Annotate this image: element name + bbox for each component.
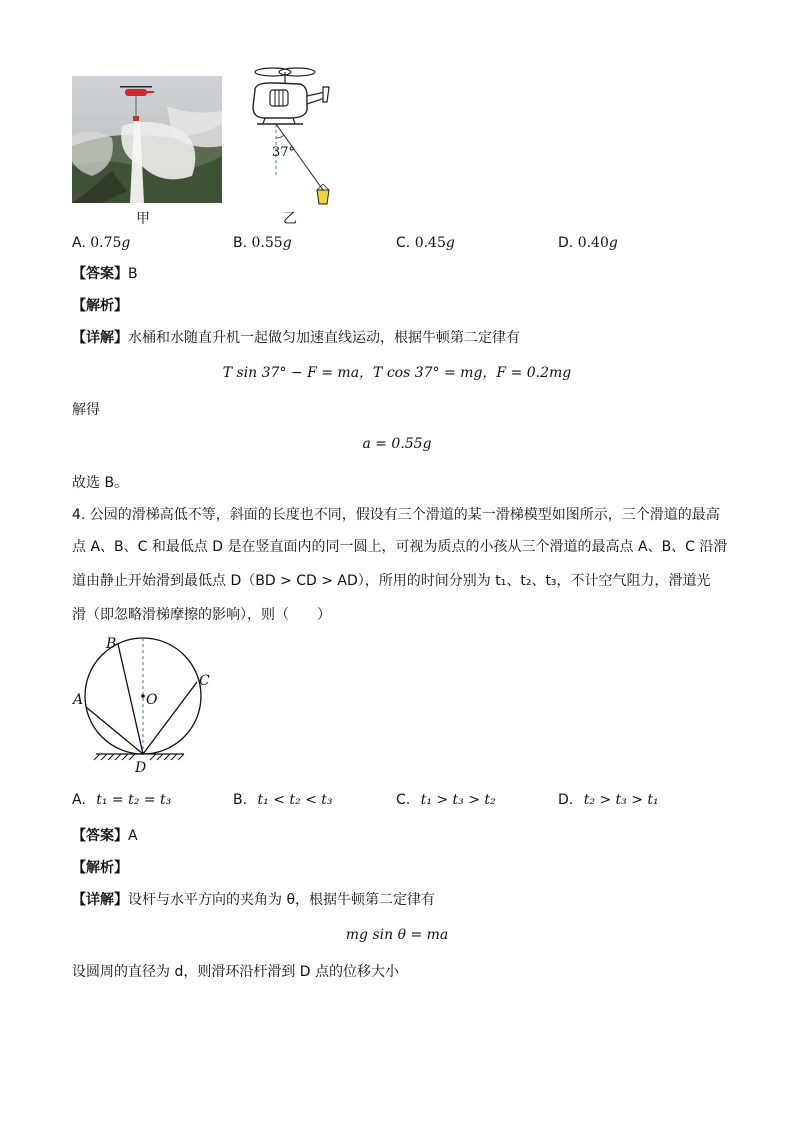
q3-detail: 【详解】水桶和水随直升机一起做匀加速直线运动，根据牛顿第二定律有: [72, 330, 520, 346]
angle-label: 37°: [272, 145, 296, 160]
helicopter-photo: [72, 76, 222, 203]
q4-detail: 【详解】设杆与水平方向的夹角为 θ，根据牛顿第二定律有: [72, 892, 436, 908]
q4-analysis-tag: 【解析】: [72, 860, 128, 876]
diagram-label-d: D: [135, 760, 147, 776]
q4-text-line-3: 道由静止开始滑到最低点 D（BD > CD > AD），所用的时间分别为 t₁、t₂、t₃，不计空气阻力，滑道光: [72, 573, 711, 589]
q3-option-c[interactable]: C. 0.45g: [396, 235, 455, 251]
q4-text-line-1: 4. 公园的滑梯高低不等，斜面的长度也不同，假设有三个滑道的某一滑梯模型如图所示，三个滑道的最高: [72, 507, 720, 523]
q4-equation-1: mg sin θ = ma: [345, 927, 449, 943]
q4-last-line: 设圆周的直径为 d，则滑环沿杆滑到 D 点的位移大小: [72, 964, 400, 980]
helicopter-diagram: [245, 62, 340, 222]
q4-text-line-2: 点 A、B、C 和最低点 D 是在竖直面内的同一圆上，可视为质点的小孩从三个滑道的最高点 A、B、C 沿滑: [72, 539, 728, 555]
q3-option-b[interactable]: B. 0.55g: [233, 235, 292, 251]
helicopter-diagram-art: [245, 62, 340, 222]
q3-option-d[interactable]: D. 0.40g: [558, 235, 618, 251]
q3-conclusion: 故选 B。: [72, 475, 129, 491]
q4-option-b[interactable]: B. t₁ < t₂ < t₃: [233, 792, 333, 808]
q3-analysis-tag: 【解析】: [72, 298, 128, 314]
q3-solve-label: 解得: [72, 402, 100, 418]
q3-answer: 【答案】B: [72, 266, 138, 282]
q4-option-a[interactable]: A. t₁ = t₂ = t₃: [72, 792, 172, 808]
diagram-label-a: A: [73, 692, 84, 708]
diagram-label-c: C: [199, 673, 210, 689]
q3-equation-2: a = 0.55g: [362, 436, 432, 452]
q4-option-c[interactable]: C. t₁ > t₃ > t₂: [396, 792, 496, 808]
diagram-caption: 乙: [283, 211, 297, 227]
q4-answer: 【答案】A: [72, 828, 138, 844]
answer-tag: 【答案】: [72, 266, 128, 282]
photo-caption: 甲: [136, 211, 150, 227]
q3-option-a[interactable]: A. 0.75g: [72, 235, 131, 251]
diagram-label-b: B: [106, 636, 117, 652]
helicopter-photo-art: [72, 76, 222, 203]
q4-option-d[interactable]: D. t₂ > t₃ > t₁: [558, 792, 659, 808]
q4-text-line-4: 滑（即忽略滑梯摩擦的影响），则（ ）: [72, 607, 331, 623]
diagram-label-o: O: [146, 692, 158, 708]
q3-equation-1: T sin 37° − F = ma，T cos 37° = mg，F = 0.2mg: [222, 365, 572, 381]
